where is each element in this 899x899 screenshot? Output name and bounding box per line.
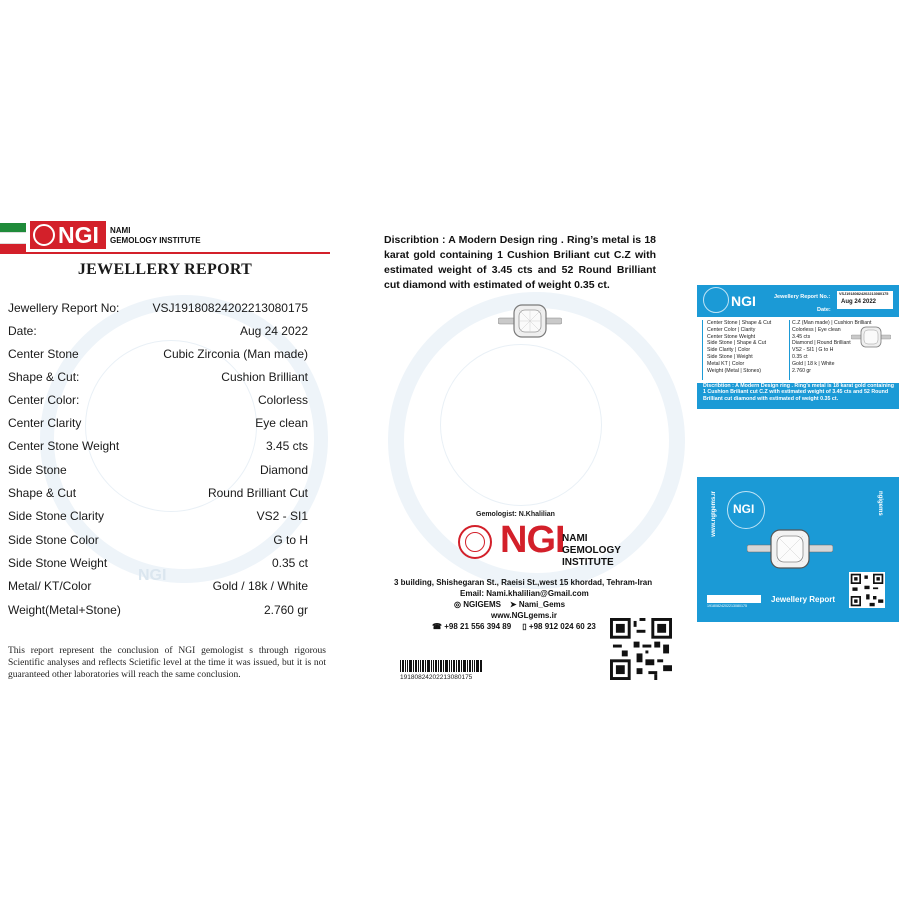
report-row — [8, 347, 308, 367]
report-number: VSJ19180824202213080175 — [839, 292, 889, 296]
ngi-logo-text: NGI — [731, 293, 756, 309]
row-label: Side Stone Color — [8, 533, 99, 547]
ring-description: Discribtion : A Modern Design ring . Ring’s metal is 18 karat gold containing 1 Cushion Briliant cut C.Z with estimated weight of 3.45 cts and 52 Round Brilliant cut diamond with estimated of weight 0.35 ct. — [384, 234, 656, 291]
ring-photo — [851, 326, 891, 348]
report-row — [8, 393, 308, 413]
barcode-number: 19180824202213080175 — [707, 604, 747, 608]
ngi-logo-text: NGI — [58, 222, 99, 248]
report-row — [8, 603, 308, 623]
detail-labels — [707, 320, 785, 374]
institute-name — [562, 533, 658, 569]
header-divider — [0, 252, 330, 254]
instagram-handle: NGIGEMS — [463, 600, 501, 609]
row-label: Side Stone Weight — [8, 556, 108, 570]
row-label: Date: — [8, 324, 37, 338]
mobile-number: +98 912 024 60 23 — [528, 622, 596, 631]
row-label: Side Stone — [8, 463, 67, 477]
detail-label: Center Color | Clarity — [707, 326, 756, 333]
report-row — [8, 509, 308, 529]
report-row — [8, 301, 308, 321]
detail-label: Side Clarity | Color — [707, 347, 751, 354]
row-label: Side Stone Clarity — [8, 509, 105, 523]
report-title: JEWELLERY REPORT — [77, 261, 253, 278]
social-row — [454, 600, 565, 609]
jewellery-report-panel — [0, 215, 330, 695]
card-description — [697, 383, 899, 409]
report-card-front — [697, 285, 899, 408]
qr-code — [610, 618, 672, 680]
detail-value: C.Z (Man made) | Cushion Brilliant — [792, 320, 872, 326]
ngi-logo-text: NGI — [733, 502, 755, 516]
institute-name-line1: NAMI — [562, 533, 588, 544]
telegram-icon: ➤ — [509, 600, 517, 609]
ngi-seal-icon — [703, 287, 729, 313]
report-row — [8, 370, 308, 390]
row-value: Cushion Brilliant — [221, 370, 308, 384]
row-label: Shape & Cut — [8, 486, 77, 500]
institute-name — [110, 226, 201, 246]
row-label: Center Stone — [8, 347, 79, 361]
mobile-icon: ▯ — [522, 622, 527, 631]
detail-value: 0.35 ct — [792, 353, 808, 360]
row-value: G to H — [273, 533, 308, 547]
ring-photo — [747, 529, 833, 569]
gemologist-name: Gemologist: N.Khalilian — [476, 511, 555, 518]
row-label: Weight(Metal+Stone) — [8, 603, 121, 617]
detail-label: Weight (Metal | Stones) — [707, 367, 762, 374]
row-label: Metal/ KT/Color — [8, 579, 92, 593]
description-panel — [380, 230, 680, 690]
institute-name-line2: GEMOLOGY INSTITUTE — [110, 236, 201, 245]
card-header — [697, 285, 899, 317]
report-row — [8, 416, 308, 436]
detail-value: Colorless | Eye clean — [792, 326, 841, 333]
website-vertical: www.nglgems.ir — [711, 491, 717, 537]
detail-value: Gold | 18 k | White — [792, 360, 835, 367]
detail-label: Metal KT | Color — [707, 360, 745, 367]
barcode — [400, 660, 482, 672]
telegram-handle: Nami_Gems — [518, 600, 566, 609]
report-row — [8, 463, 308, 483]
row-value: Eye clean — [255, 416, 308, 430]
report-row — [8, 533, 308, 553]
ngi-logo — [30, 221, 106, 249]
institute-name-line2: GEMOLOGY INSTITUTE — [562, 545, 621, 568]
row-label: Shape & Cut: — [8, 370, 80, 384]
phone-icon: ☎ — [432, 622, 442, 631]
report-row — [8, 556, 308, 576]
report-row — [8, 439, 308, 459]
report-date: Aug 24 2022 — [841, 299, 877, 305]
report-row — [8, 579, 308, 599]
report-card-back — [697, 477, 899, 622]
ngi-logo — [458, 519, 658, 568]
row-value: VS2 - SI1 — [256, 509, 308, 523]
qr-code — [849, 572, 885, 608]
row-value: Gold / 18k / White — [212, 579, 308, 593]
detail-value: VS2 - SI1 | G to H — [792, 347, 834, 354]
institute-name-line1: NAMI — [110, 226, 131, 235]
row-value: Cubic Zirconia (Man made) — [163, 347, 308, 361]
row-label: Center Color: — [8, 393, 80, 407]
row-label: Center Stone Weight — [8, 439, 120, 453]
detail-label: Side Stone | Weight — [707, 353, 753, 360]
report-row — [8, 324, 308, 344]
disclaimer-text: This report represent the conclusion of NGI gemologist s through rigorous Scientific analyses and reflects Scietific level at the time it was issued, but it is not guaranteed other laboratories will reach the same conclusion. — [8, 646, 326, 680]
report-row — [8, 486, 308, 506]
ngi-logo-text: NGI — [500, 519, 565, 561]
detail-value: 2.760 gr — [792, 367, 812, 374]
detail-label: Side Stone | Shape & Cut — [707, 340, 767, 347]
email: Email: Nami.khalilian@Gmail.com — [460, 589, 589, 598]
ngi-seal-icon — [33, 224, 55, 246]
report-number-badge — [837, 291, 893, 309]
phone-number: +98 21 556 394 89 — [444, 622, 512, 631]
instagram-vertical: ngigems — [877, 491, 883, 516]
date-label: Date: — [817, 307, 831, 313]
watermark-label: NGI — [138, 567, 167, 584]
detail-label: Center Stone Weight — [707, 333, 756, 340]
card-title: Jewellery Report — [771, 595, 836, 604]
row-value: Aug 24 2022 — [239, 324, 308, 338]
row-value: 3.45 cts — [265, 439, 308, 453]
phone-row — [432, 622, 596, 631]
barcode-number: 19180824202213080175 — [400, 674, 473, 681]
row-label: Jewellery Report No: — [8, 301, 120, 315]
row-value: 2.760 gr — [263, 603, 308, 617]
row-value: Colorless — [257, 393, 308, 407]
watermark-inner-ring — [440, 344, 602, 506]
ngi-seal-icon — [727, 491, 765, 529]
address: 3 building, Shishegaran St., Raeisi St.,west 15 khordad, Tehram-Iran — [394, 578, 653, 587]
row-value: Diamond — [259, 463, 308, 477]
detail-label: Center Stone | Shape & Cut — [707, 320, 772, 326]
iran-flag-icon — [0, 223, 26, 251]
row-value: Round Brilliant Cut — [207, 486, 308, 500]
detail-value: Diamond | Round Brilliant — [792, 340, 851, 347]
ngi-seal-icon — [458, 525, 492, 559]
row-value: VSJ19180824202213080175 — [152, 301, 308, 315]
instagram-icon: ◎ — [454, 600, 461, 609]
report-number-label: Jewellery Report No.: — [774, 294, 831, 300]
barcode — [707, 595, 761, 603]
detail-value: 3.45 cts — [792, 333, 811, 340]
card-description-text: Discribtion : A Modern Design ring . Ring’s metal is 18 karat gold containing 1 Cushion Briliant cut C.Z with estimated weight of 3.45 cts and 52 Round Brilliant cut diamond with estimated of weight 0.35 ct. — [703, 383, 895, 402]
website: www.NGLgems.ir — [491, 611, 557, 620]
row-label: Center Clarity — [8, 416, 82, 430]
row-value: 0.35 ct — [271, 556, 308, 570]
ring-photo — [498, 303, 562, 341]
